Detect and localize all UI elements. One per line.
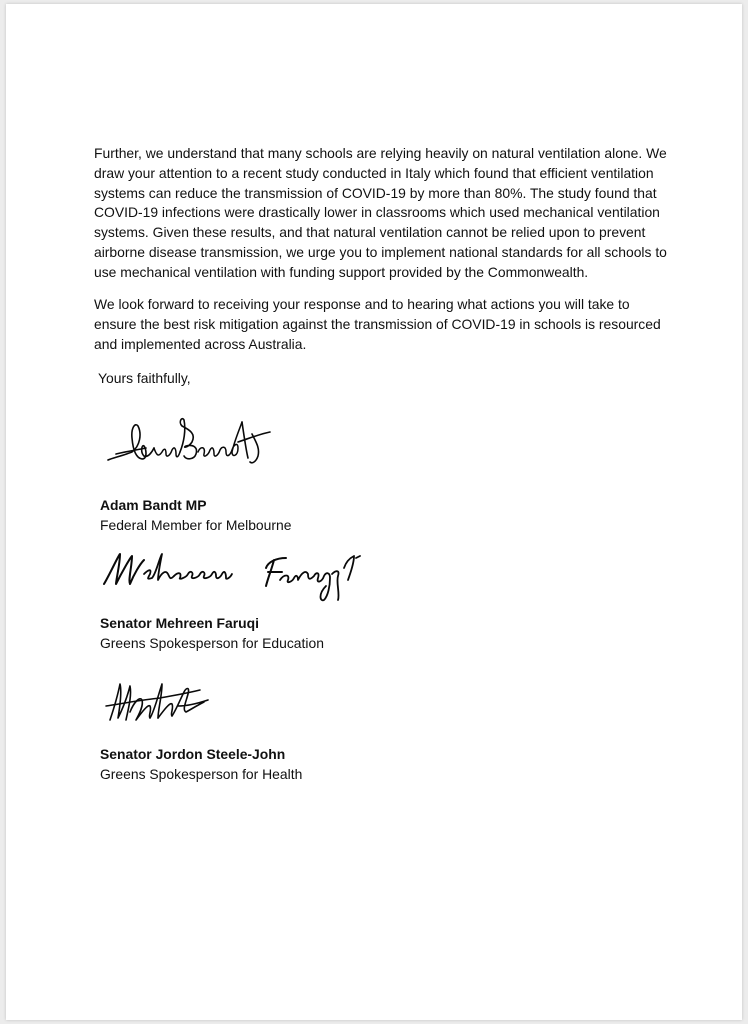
letter-page [6, 4, 742, 1020]
signatory-role: Federal Member for Melbourne [100, 517, 292, 533]
signatory-name: Adam Bandt MP [100, 497, 207, 513]
signatory-block-jordon-steele-john [100, 744, 302, 784]
signatory-name: Senator Jordon Steele-John [100, 746, 286, 762]
body-paragraph-response: We look forward to receiving your response and to hearing what actions you will take to ensure the best risk mitigation against the transmission of COVID-19 in schools is resourced and implemented across Australia. [94, 296, 661, 352]
signature-jordon-steele-john [100, 676, 215, 734]
signature-adam-bandt [102, 412, 282, 474]
signatory-role: Greens Spokesperson for Health [100, 766, 303, 782]
signatory-block-mehreen-faruqi [100, 613, 324, 653]
body-paragraph-ventilation: Further, we understand that many schools are relying heavily on natural ventilation alone. We draw your attention to a recent study conducted in Italy which found that efficient ventilation systems can reduce the transmission of COVID-19 by more than 80%. The study found that COVID-19 infections were drastically lower in classrooms which used mechanical ventilation systems. Given these results, and that natural ventilation cannot be relied upon to prevent airborne disease transmission, we urge you to implement national standards for all schools to use mechanical ventilation with funding support provided by the Commonwealth. [94, 145, 667, 280]
signatory-block-adam-bandt [100, 495, 291, 535]
signatory-name: Senator Mehreen Faruqi [100, 615, 260, 631]
closing-salutation: Yours faithfully, [98, 370, 191, 386]
signature-mehreen-faruqi [98, 544, 373, 604]
signatory-role: Greens Spokesperson for Education [100, 635, 324, 651]
